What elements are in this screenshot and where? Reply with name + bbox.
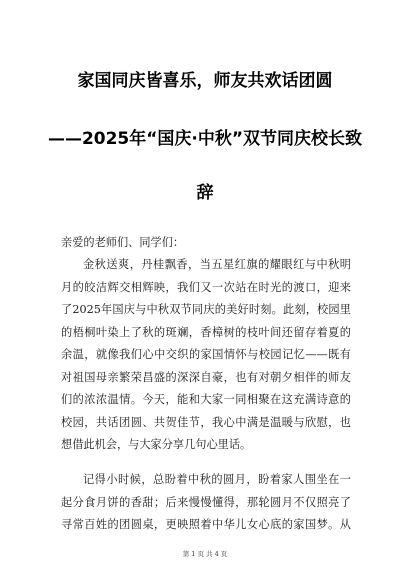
paragraph-line: 记得小时候，总盼着中秋的圆月，盼着家人围坐在一 (83, 473, 351, 486)
salutation-block (61, 232, 351, 255)
paragraph-line: 月的皎洁辉交相辉映，我们又一次站在时光的渡口，迎来 (61, 280, 351, 294)
paragraph-line: 起分食月饼的香甜；后来慢慢懂得，那轮圆月不仅照亮了 (61, 495, 351, 509)
paragraph-line: 寻常百姓的团圆桌，更映照着中华儿女心底的家国梦。从 (61, 518, 351, 531)
paragraph-line: 校园，共话团圆、共贺佳节，我心中满是温暖与欣慰，也 (61, 415, 351, 429)
title-line-2: ——2025年“国庆·中秋”双节同庆校长致 (47, 129, 363, 149)
paragraph-line: 的梧桐叶染上了秋的斑斓，香樟树的枝叶间还留存着夏的 (61, 325, 351, 339)
paragraph-1 (61, 254, 351, 457)
paragraph-line: 们的浓浓温情。今天，能和大家一同相聚在这充满诗意的 (61, 393, 351, 406)
paragraph-line: 对祖国母亲繁荣昌盛的深深自豪，也有对朝夕相伴的师友 (61, 370, 351, 384)
title-line-1: 家国同庆皆喜乐，师友共欢话团圆 (77, 71, 333, 91)
paragraph-2 (61, 469, 351, 537)
salutation: 亲爱的老师们、同学们： (61, 236, 185, 249)
paragraph-line: 余温，就像我们心中交织的家国情怀与校园记忆——既有 (61, 348, 351, 361)
paragraph-line: 金秋送爽，丹桂飘香，当五星红旗的耀眼红与中秋明 (83, 258, 351, 271)
paragraph-line: 了2025年国庆与中秋双节同庆的美好时刻。此刻，校园里 (61, 303, 351, 316)
page-number-footer: 第 1 页 共 4 页 (182, 550, 228, 558)
title-line-3: 辞 (196, 183, 214, 203)
paragraph-line: 想借此机会，与大家分享几句心里话。 (61, 438, 252, 451)
